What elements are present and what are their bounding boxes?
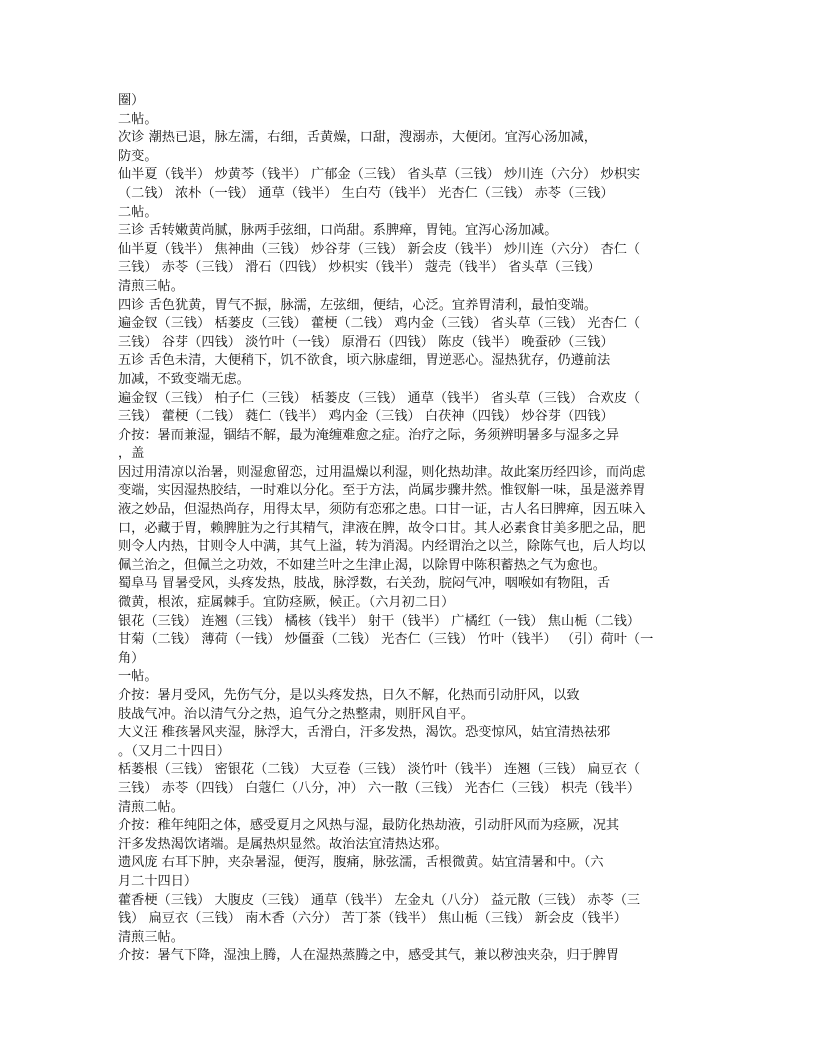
document-page: [118, 92, 708, 966]
text-line: 遍金钗（三钱） 柏子仁（三钱） 栝蒌皮（三钱） 通草（钱半） 省头草（三钱） 合欢皮（: [118, 390, 641, 406]
text-line: 肢战气冲。治以清气分之热，追气分之热整肃，则肝风自平。: [118, 706, 475, 722]
text-line: 介按：暑气下降，湿浊上腾，人在湿热蒸腾之中，感受其气，兼以秽浊夹杂，归于脾胃: [118, 948, 620, 964]
text-line: 二帖。: [118, 204, 158, 220]
text-line: 仙半夏（钱半） 炒黄芩（钱半） 广郁金（三钱） 省头草（三钱） 炒川连（六分） 炒枳实: [118, 167, 641, 183]
text-line: 月二十四日）: [118, 873, 198, 889]
text-line: 三钱） 赤苓（三钱） 滑石（四钱） 炒枳实（钱半） 蔻壳（钱半） 省头草（三钱）: [118, 260, 601, 276]
text-line: 钱） 扁豆衣（三钱） 南木香（六分） 苦丁茶（钱半） 焦山栀（三钱） 新会皮（钱半）: [118, 911, 627, 927]
text-line: 微黄，根浓，症属棘手。宜防痉厥，候正。（六月初二日）: [118, 595, 455, 611]
text-line: 遗风庞 右耳下肿，夹杂暑湿，便泻，腹痛，脉弦濡，舌根微黄。姑宜清暑和中。（六: [118, 855, 604, 871]
text-line: 加减，不致变端无虑。: [118, 371, 250, 387]
text-line: 四诊 舌色犹黄，胃气不振，脉濡，左弦细，便结，心泛。宜养胃清利，最怕变端。: [118, 297, 597, 313]
text-line: 。（又月二十四日）: [118, 743, 231, 759]
text-line: 清煎二帖。: [118, 799, 184, 815]
text-line: 三钱） 藿梗（二钱） 蕤仁（钱半） 鸡内金（三钱） 白茯神（四钱） 炒谷芽（四钱）: [118, 409, 614, 425]
text-line: 三钱） 谷芽（四钱） 淡竹叶（一钱） 原滑石（四钱） 陈皮（钱半） 晚蚕砂（三钱）: [118, 334, 614, 350]
text-line: 液之妙品，但湿热尚存，用得太早，须防有恋邪之患。口甘一证，古人名曰脾瘅，因五味入: [118, 502, 646, 518]
text-line: 蜀阜马 冒暑受风，头疼发热，肢战，脉浮数，右关劲，脘闷气冲，咽喉如有物阻，舌: [118, 576, 611, 592]
text-line: 一帖。: [118, 669, 158, 685]
text-line: 二帖。: [118, 111, 158, 127]
text-line: 栝蒌根（三钱） 密银花（二钱） 大豆卷（三钱） 淡竹叶（钱半） 连翘（三钱） 扁豆衣（: [118, 762, 641, 778]
text-line: 银花（三钱） 连翘（三钱） 橘核（钱半） 射干（钱半） 广橘红（一钱） 焦山栀（二钱）: [118, 613, 641, 629]
text-line: 防变。: [118, 148, 158, 164]
text-line: 介按：暑而兼湿，锢结不解，最为淹缠难愈之症。治疗之际，务须辨明暑多与湿多之异: [118, 427, 620, 443]
text-line: 圈）: [118, 93, 145, 108]
text-line: 佩兰治之，但佩兰之功效，不如建兰叶之生津止渴，以除胃中陈积蓄热之气为愈也。: [118, 557, 606, 573]
text-line: 因过用清凉以治暑，则湿愈留恋，过用温燥以利湿，则化热劫津。故此案历经四诊，而尚虑: [118, 464, 646, 480]
text-line: 汗多发热渴饮诸端。是属热炽显然。故治法宜清热达邪。: [118, 836, 448, 852]
text-line: 介按：暑月受风，先伤气分，是以头疼发热，日久不解，化热而引动肝风，以致: [118, 688, 580, 703]
text-line: 遍金钗（三钱） 栝蒌皮（三钱） 藿梗（二钱） 鸡内金（三钱） 省头草（三钱） 光杏仁（: [118, 316, 641, 332]
text-line: 变端，实因湿热胶结，一时难以分化。至于方法，尚属步骤井然。惟钗斛一味，虽是滋养胃: [118, 483, 646, 499]
text-line: 三诊 舌转嫩黄尚腻，脉两手弦细，口尚甜。系脾瘅，胃钝。宜泻心汤加减。: [118, 223, 558, 239]
text-line: 仙半夏（钱半） 焦神曲（三钱） 炒谷芽（三钱） 新会皮（钱半） 炒川连（六分） 杏仁（: [118, 241, 641, 257]
text-line: 次诊 潮热已退，脉左濡，右细，舌黄燥，口甜，溲溺赤，大便闭。宜泻心汤加减，: [118, 130, 597, 146]
text-line: 大义汪 稚孩暑风夹湿，脉浮大，舌滑白，汗多发热，渴饮。恐变惊风，姑宜清热祛邪: [118, 725, 611, 741]
text-line: 清煎三帖。: [118, 929, 184, 945]
text-line: 甘菊（二钱） 薄荷（一钱） 炒僵蚕（二钱） 光杏仁（三钱） 竹叶（钱半） （引）荷叶（一: [118, 632, 654, 648]
text-line: 口，必藏于胃，赖脾脏为之行其精气，津液在脾，故令口甘。其人必素食甘美多肥之品，肥: [118, 520, 646, 536]
text-line: 五诊 舌色未清，大便稍下，饥不欲食，顷六脉虚细，胃逆恶心。湿热犹存，仍遵前法: [118, 353, 611, 369]
text-line: 藿香梗（三钱） 大腹皮（三钱） 通草（钱半） 左金丸（八分） 益元散（三钱） 赤苓（三: [118, 892, 641, 908]
text-line: 介按：稚年纯阳之体，感受夏月之风热与湿，最防化热劫液，引动肝风而为痉厥，况其: [118, 818, 620, 834]
text-line: （二钱） 浓朴（一钱） 通草（钱半） 生白芍（钱半） 光杏仁（三钱） 赤苓（三钱）: [118, 185, 614, 201]
text-line: 清煎三帖。: [118, 278, 184, 294]
text-line: ，盖: [118, 446, 145, 462]
text-line: 角）: [118, 650, 145, 666]
text-line: 三钱） 赤苓（四钱） 白蔻仁（八分，冲） 六一散（三钱） 光杏仁（三钱） 枳壳（钱半）: [118, 780, 641, 796]
text-line: 则令人内热，甘则令人中满，其气上溢，转为消渴。内经谓治之以兰，除陈气也，后人均以: [118, 539, 646, 555]
